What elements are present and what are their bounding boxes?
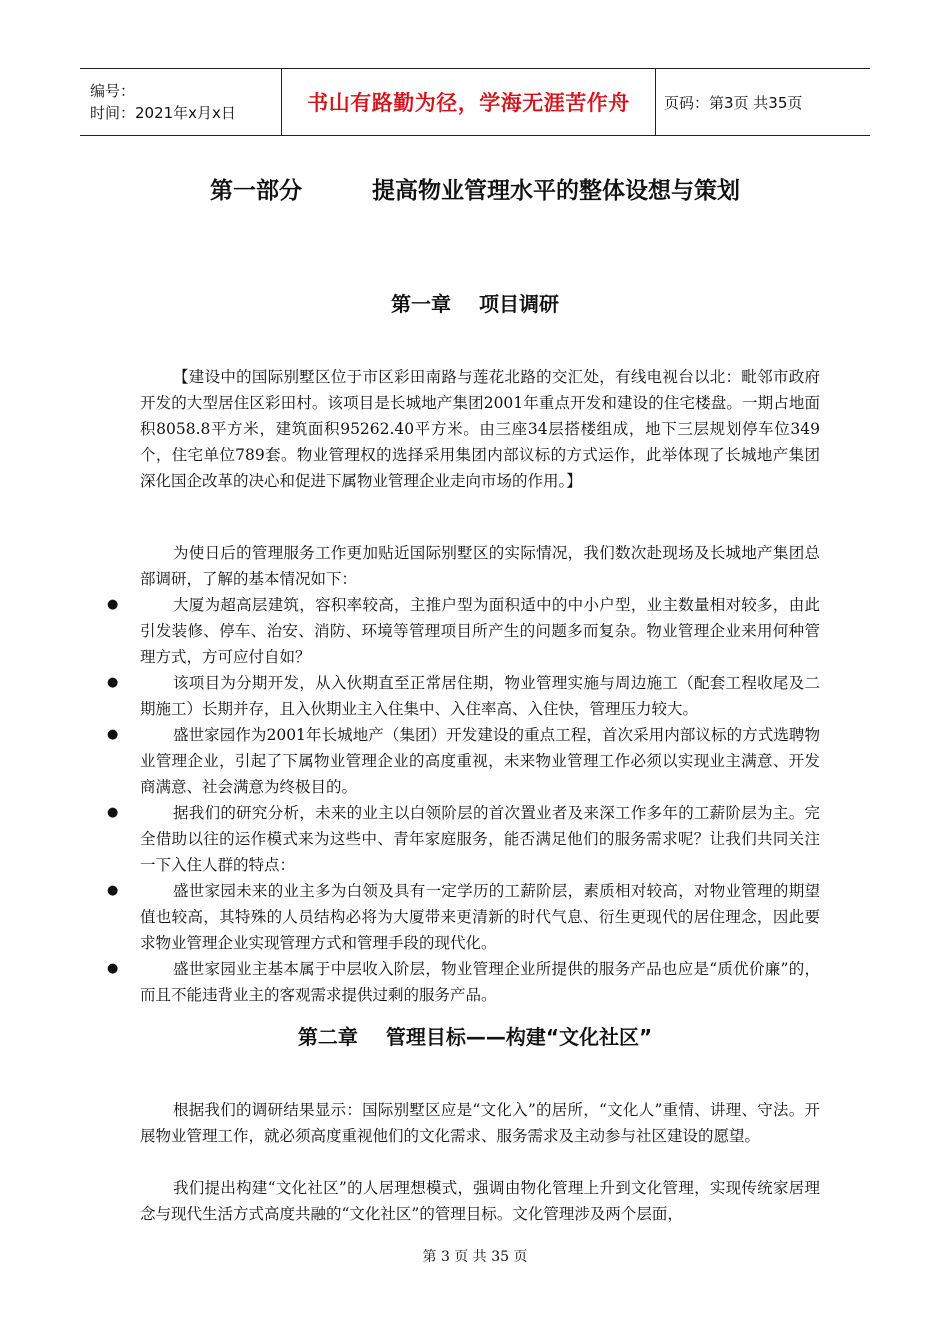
- part-number: 第一部分: [210, 178, 302, 204]
- findings-list: [107, 592, 820, 1008]
- culture-paragraph-2: 我们提出构建“文化社区”的人居理想模式，强调由物化管理上升到文化管理，实现传统家居理念与现代生活方式高度共融的“文化社区”的管理目标。文化管理涉及两个层面，: [140, 1179, 820, 1223]
- motto-text: 书山有路勤为径，学海无涯苦作舟: [307, 91, 630, 115]
- chapter-2-heading: [0, 1021, 950, 1050]
- list-item: ● 大厦为超高层建筑，容积率较高，主推户型为面积适中的中小户型，业主数量相对较多，由此引发装修、停车、治安、消防、环境等管理项目所产生的问题多而复杂。物业管理企业来用何种管理方式，方可应付自如？: [140, 592, 820, 670]
- list-item: ● 盛世家园作为2001年长城地产（集团）开发建设的重点工程，首次采用内部议标的方式选聘物业管理企业，引起了下属物业管理企业的高度重视，未来物业管理工作必须以实现业主满意、开发商满意、社会满意为终极目的。: [140, 722, 820, 800]
- page-footer: 第 3 页 共 35 页: [422, 1249, 528, 1265]
- bullet-icon: ●: [107, 961, 119, 976]
- chapter-1-heading: [0, 288, 950, 317]
- survey-intro-paragraph: 为使日后的管理服务工作更加贴近国际别墅区的实际情况，我们数次赴现场及长城地产集团总部调研，了解的基本情况如下：: [140, 544, 820, 588]
- number-label: 编号：: [90, 82, 136, 100]
- chapter-1-title: 项目调研: [479, 292, 559, 316]
- page-label: 页码：第3页 共35页: [664, 93, 803, 112]
- list-item: ● 据我们的研究分析，未来的业主以白领阶层的首次置业者及来深工作多年的工薪阶层为主。完全借助以往的运作模式来为这些中、青年家庭服务，能否满足他们的服务需求呢？让我们共同关注一下入住人群的特点：: [140, 800, 820, 878]
- part-title-text: 提高物业管理水平的整体设想与策划: [372, 178, 740, 204]
- document-header: [80, 68, 870, 136]
- bullet-icon: ●: [107, 883, 119, 898]
- chapter-1-number: 第一章: [391, 292, 451, 316]
- chapter-2-title: 管理目标——构建“文化社区”: [385, 1025, 653, 1049]
- list-item: ● 盛世家园未来的业主多为白领及具有一定学历的工薪阶层，素质相对较高，对物业管理的期望值也较高，其特殊的人员结构必将为大厦带来更清新的时代气息、衍生更现代的居住理念，因此要求物业管理企业实现管理方式和管理手段的现代化。: [140, 878, 820, 956]
- intro-paragraph: 【建设中的国际别墅区位于市区彩田南路与莲花北路的交汇处，有线电视台以北：毗邻市政府开发的大型居住区彩田村。该项目是长城地产集团2001年重点开发和建设的住宅楼盘。一期占地面积8058.8平方米，建筑面积95262.40平方米。由三座34层搭楼组成，地下三层规划停车位349个，住宅单位789套。物业管理权的选择采用集团内部议标的方式运作，此举体现了长城地产集团深化国企改革的决心和促进下属物业管理企业走向市场的作用。】: [140, 368, 820, 490]
- header-page-cell: [656, 69, 870, 135]
- part-title: [0, 172, 950, 205]
- header-motto-cell: [281, 69, 656, 135]
- bullet-icon: ●: [107, 805, 119, 820]
- list-item: ● 盛世家园业主基本属于中层收入阶层，物业管理企业所提供的服务产品也应是“质优价廉”的，而且不能违背业主的客观需求提供过剩的服务产品。: [140, 956, 820, 1008]
- bullet-icon: ●: [107, 675, 119, 690]
- bullet-icon: ●: [107, 727, 119, 742]
- header-left-cell: [80, 69, 281, 135]
- chapter-2-number: 第二章: [297, 1025, 358, 1049]
- culture-paragraph-1: 根据我们的调研结果显示：国际别墅区应是“文化入”的居所，“文化人”重情、讲理、守法。开展物业管理工作，就必须高度重视他们的文化需求、服务需求及主动参与社区建设的愿望。: [140, 1101, 820, 1145]
- bullet-icon: ●: [107, 597, 119, 612]
- time-label: 时间：2021年x月x日: [90, 104, 236, 122]
- list-item: ● 该项目为分期开发，从入伙期直至正常居住期，物业管理实施与周边施工（配套工程收尾及二期施工）长期并存，且入伙期业主入住集中、入住率高、入住快，管理压力较大。: [140, 670, 820, 722]
